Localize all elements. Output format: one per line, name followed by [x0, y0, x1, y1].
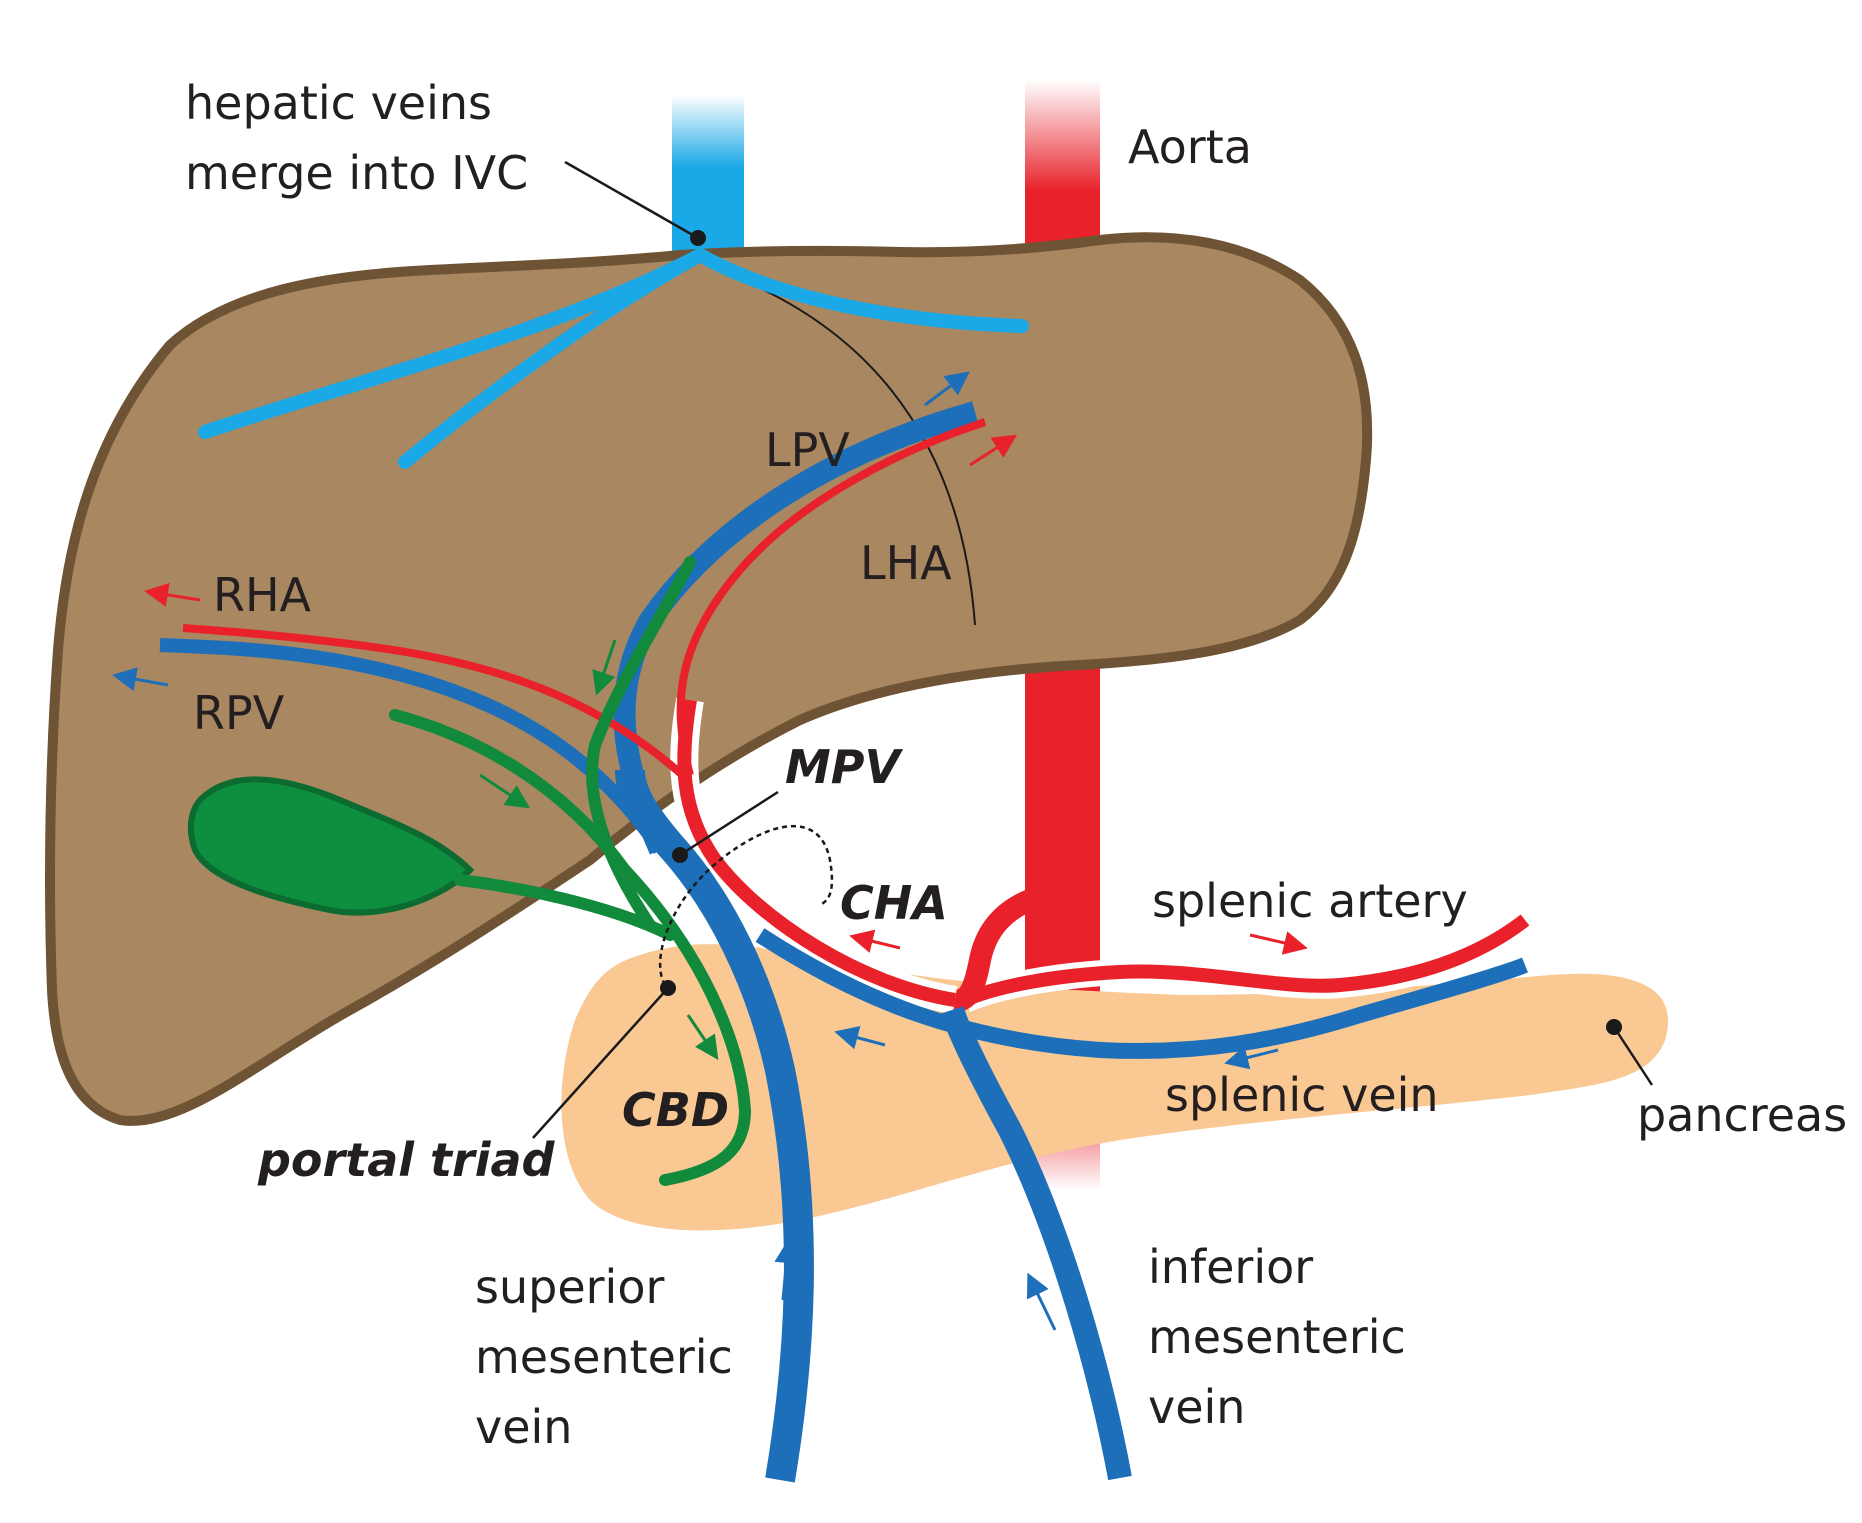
label-portal-triad: portal triad [258, 1133, 555, 1187]
arrow-cha [855, 937, 900, 948]
arrow-imv [1030, 1278, 1055, 1330]
label-rha: RHA [213, 568, 312, 622]
arrow-splenic-artery [1250, 935, 1302, 947]
label-pancreas: pancreas [1637, 1088, 1848, 1142]
label-inferior-mesenteric-vein: inferior mesenteric vein [1148, 1240, 1406, 1434]
label-cbd: CBD [622, 1083, 730, 1137]
label-splenic-vein: splenic vein [1165, 1068, 1439, 1122]
label-aorta: Aorta [1128, 120, 1252, 174]
label-hepatic-veins: hepatic veins merge into IVC [185, 76, 529, 200]
label-cha: CHA [840, 876, 948, 930]
label-lha: LHA [860, 536, 952, 590]
label-mpv: MPV [785, 740, 901, 794]
ivc-vessel [672, 95, 744, 255]
label-lpv: LPV [765, 423, 850, 477]
label-rpv: RPV [193, 686, 285, 740]
label-splenic-artery: splenic artery [1152, 874, 1468, 928]
label-superior-mesenteric-vein: superior mesenteric vein [475, 1260, 733, 1454]
